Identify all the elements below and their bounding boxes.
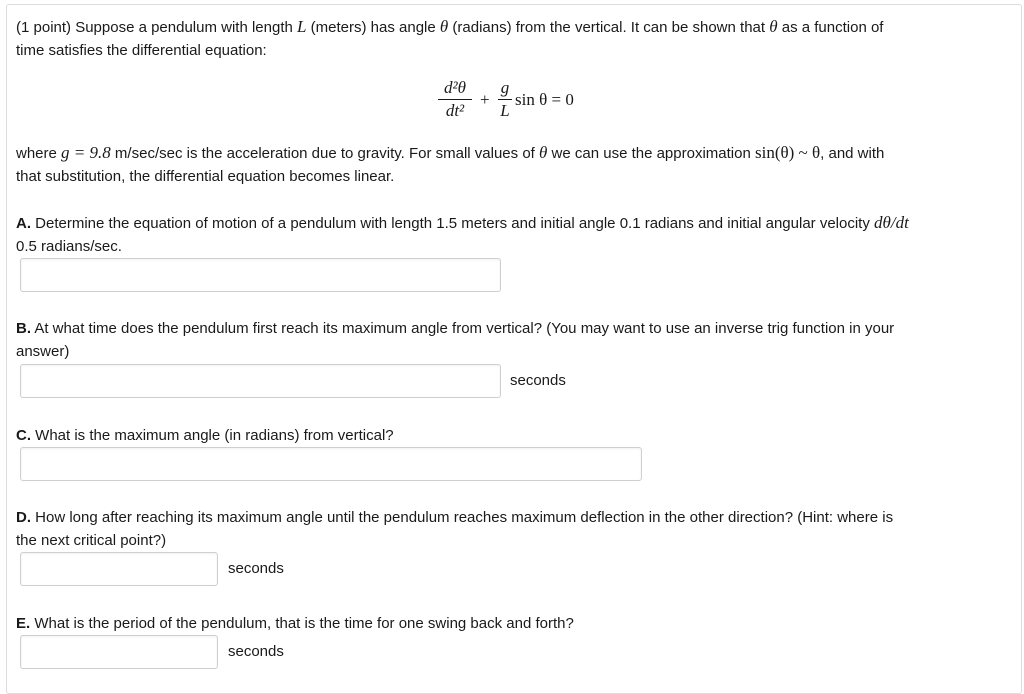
part-c-label: C. [16,427,31,444]
part-a-text: Determine the equation of motion of a pendulum with length 1.5 meters and initial angle 0.1 radians and initial angular velocity [31,215,875,232]
math-theta: θ [769,17,778,36]
intro-segment: (meters) has angle [306,19,440,36]
intro-segment: (1 point) Suppose a pendulum with length [16,19,298,36]
intro-segment: as a function of [777,19,884,36]
math-derivative: dθ/dt [874,213,909,232]
part-e-label: E. [16,615,31,632]
part-d-question [16,506,1006,552]
fraction-denominator: L [500,101,510,120]
part-c-text: What is the maximum angle (in radians) from vertical? [31,427,394,444]
fraction-d2theta-dt2 [438,78,472,121]
part-a-label: A. [16,215,31,232]
part-b-text: At what time does the pendulum first reach its maximum angle from vertical? (You may want to use an inverse trig function in your [31,320,895,337]
fraction-numerator: d²θ [444,78,466,97]
where-segment: where [16,145,62,162]
part-c-answer-input[interactable] [20,447,642,481]
part-a-answer-input[interactable] [20,258,501,292]
part-d-answer-input[interactable] [20,552,218,586]
math-approximation: sin(θ) ~ θ [754,143,821,162]
where-text [16,141,1006,188]
part-b-line-2: answer) [16,343,70,360]
intro-line-2: time satisfies the differential equation: [16,42,267,59]
plus-sign: + [480,90,490,109]
part-b-unit-label: seconds [510,372,566,389]
part-d-unit-label: seconds [228,560,284,577]
where-segment: , and with [820,145,885,162]
part-d-text: How long after reaching its maximum angle until the pendulum reaches maximum deflection in the other direction? (Hint: where is [31,509,894,526]
part-b-label: B. [16,320,31,337]
part-d-label: D. [16,509,31,526]
fraction-g-over-L [498,78,512,121]
where-segment: we can use the approximation [547,145,755,162]
intro-text [16,15,1006,62]
part-a-question [16,211,1006,258]
fraction-bar [498,99,512,100]
part-e-text: What is the period of the pendulum, that is the time for one swing back and forth? [30,615,574,632]
part-e-question [16,612,1006,635]
part-c-question [16,424,1006,447]
fraction-numerator: g [500,78,510,97]
math-L: L [297,17,307,36]
where-segment: m/sec/sec is the acceleration due to gravity. For small values of [110,145,539,162]
equation-rest: sin θ = 0 [515,90,574,109]
part-d-line-2: the next critical point?) [16,532,167,549]
where-line-2: that substitution, the differential equation becomes linear. [16,168,395,185]
intro-segment: (radians) from the vertical. It can be shown that [448,19,770,36]
math-theta: θ [539,143,548,162]
math-g-value: g = 9.8 [61,143,111,162]
part-b-answer-input[interactable] [20,364,501,398]
part-e-unit-label: seconds [228,643,284,660]
part-a-line-2: 0.5 radians/sec. [16,238,122,255]
part-b-question [16,317,1006,363]
fraction-bar [438,99,472,100]
part-e-answer-input[interactable] [20,635,218,669]
math-theta: θ [439,17,449,36]
fraction-denominator: dt² [445,101,465,120]
